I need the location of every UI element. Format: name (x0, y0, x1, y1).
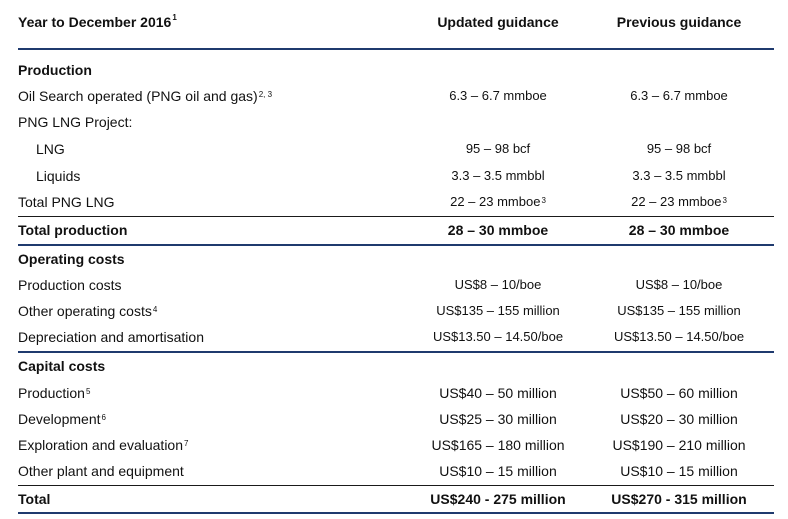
updated-value: US$40 – 50 million (439, 385, 557, 401)
table-row (18, 83, 774, 109)
updated-value: 28 – 30 mmboe (447, 222, 549, 238)
previous-value: US$10 – 15 million (620, 463, 738, 479)
row-label: Oil Search operated (PNG oil and gas)$^{2, 3}$ (18, 88, 273, 104)
previous-value: 22 – 23 mmboe$^3$ (631, 194, 727, 209)
table-row (18, 109, 774, 135)
updated-value: US$165 – 180 million (431, 437, 565, 453)
previous-value: US$270 - 315 million (611, 491, 747, 507)
row-label: Depreciation and amortisation (18, 329, 204, 345)
row-label: Other plant and equipment (18, 463, 184, 479)
updated-value: US$10 – 15 million (439, 463, 557, 479)
row-label: Total production (18, 222, 128, 238)
previous-value: 3.3 – 3.5 mmbbl (632, 168, 726, 183)
table-row (18, 298, 774, 324)
updated-value: 95 – 98 bcf (465, 141, 531, 156)
row-label: Total (18, 491, 51, 507)
section-title: Operating costs (18, 251, 125, 267)
table-row (18, 324, 774, 350)
row-label: Total PNG LNG (18, 194, 115, 210)
updated-value: US$13.50 – 14.50/boe (432, 329, 564, 344)
header-divider (18, 48, 774, 50)
previous-value: 28 – 30 mmboe (628, 222, 730, 238)
header-previous-guidance: Previous guidance (616, 14, 742, 30)
section-capital-costs (18, 353, 774, 379)
updated-value: US$240 - 275 million (430, 491, 566, 507)
updated-value: 6.3 – 6.7 mmboe (449, 88, 547, 103)
table-row (18, 163, 774, 189)
table-row (18, 406, 774, 432)
header-period: Year to December 2016$^1$ (18, 13, 177, 30)
previous-value: 6.3 – 6.7 mmboe (630, 88, 728, 103)
row-label: Exploration and evaluation$^7$ (18, 437, 189, 453)
row-label: Production costs (18, 277, 122, 293)
table-row (18, 189, 774, 215)
row-label: Production$^5$ (18, 385, 91, 401)
table-row (18, 380, 774, 406)
previous-value: US$190 – 210 million (612, 437, 746, 453)
header-updated-guidance: Updated guidance (437, 14, 559, 30)
row-label: Development$^6$ (18, 411, 106, 427)
table-row (18, 272, 774, 298)
updated-value: 22 – 23 mmboe$^3$ (450, 194, 546, 209)
row-label: LNG (36, 141, 65, 157)
table-header (18, 8, 774, 42)
table-bottom-rule (18, 512, 774, 514)
previous-value: US$13.50 – 14.50/boe (613, 329, 745, 344)
table-row (18, 458, 774, 484)
previous-value: US$8 – 10/boe (635, 277, 723, 292)
table-row (18, 432, 774, 458)
section-title: Production (18, 62, 92, 78)
footnote-marker: 1 (172, 13, 177, 22)
updated-value: US$25 – 30 million (439, 411, 557, 427)
section-production (18, 57, 774, 83)
table-row-total (18, 217, 774, 243)
previous-value: 95 – 98 bcf (646, 141, 712, 156)
section-title: Capital costs (18, 358, 106, 374)
previous-value: US$50 – 60 million (620, 385, 738, 401)
table-row-total (18, 486, 774, 512)
previous-value: US$20 – 30 million (620, 411, 738, 427)
section-operating-costs (18, 246, 774, 272)
table-row (18, 136, 774, 162)
updated-value: US$135 – 155 million (436, 303, 560, 318)
updated-value: US$8 – 10/boe (454, 277, 542, 292)
row-label: PNG LNG Project: (18, 114, 133, 130)
row-label: Other operating costs$^4$ (18, 303, 158, 319)
previous-value: US$135 – 155 million (617, 303, 741, 318)
updated-value: 3.3 – 3.5 mmbbl (451, 168, 545, 183)
row-label: Liquids (36, 168, 81, 184)
